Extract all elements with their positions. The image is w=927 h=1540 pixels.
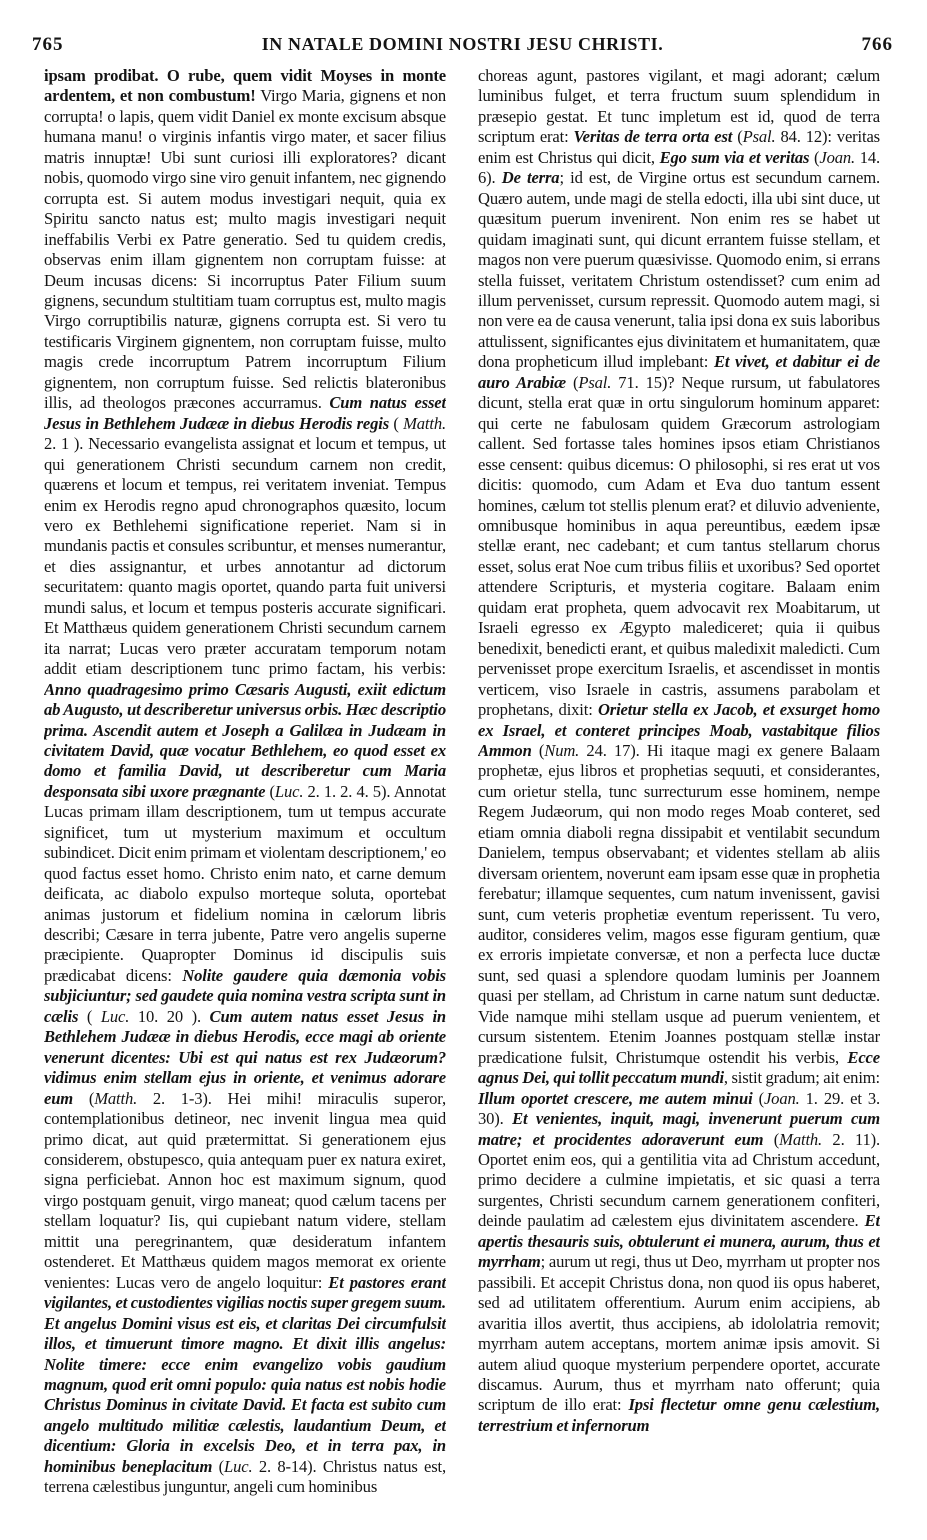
right-column-run: Psal. — [578, 372, 612, 392]
right-column-run: Veritas de terra orta est — [573, 127, 733, 147]
right-column-run: Ipsi flectetur omne genu cælestium, terrestrium et infernorum — [478, 1395, 880, 1435]
right-column-run: choreas agunt, pastores vigilant, et magi adorant; cælum luminibus fulget, et terra fructum suum splendidum in præsepio gestat. Et tunc impletum est id, quod de terra scriptum erat: — [478, 66, 880, 147]
page-header — [32, 30, 893, 58]
left-column-run: Luc. — [274, 781, 304, 801]
left-column-run: Matth. — [403, 413, 446, 433]
right-column-run: Et venientes, inquit, magi, invenerunt puerum cum matre; et procidentes adoraverunt eum — [478, 1109, 880, 1149]
right-column-run: ( — [763, 1129, 780, 1149]
right-column-run: Et apertis thesauris suis, obtulerunt ei munera, aurum, thus et myrrham — [478, 1211, 880, 1272]
left-column-run: 2. 1. 2. 4. 5). Annotat Lucas primam illam descriptionem, tum ut tempus accurate significet, tum ut mysterium maximum et occultum subindicet. Dicit enim primam et violentam descriptionem,' eo quod factus esset homo. Christo enim nato, et carne demum deificata, ac diabolo expulso morteque soluta, oportebat animas justorum et fidelium nomina in cælorum libris describi; Cæsare in terra jubente, Patre vero angelis superne præcipiente. Quapropter Dominus id discipulis suis prædicabat dicens: — [44, 781, 446, 985]
right-column-run: ( — [809, 147, 820, 167]
left-column-run: ( — [78, 1006, 101, 1026]
left-column-run: ( — [73, 1088, 95, 1108]
left-column-run: Cum autem natus esset Jesus in Bethlehem Judææ in diebus Herodis, ecce magi ab oriente venerunt dicentes: Ubi est qui natus est rex Judæorum? vidimus enim stellam ejus in oriente, et venimus adorare eum — [44, 1006, 446, 1108]
left-column-run: Luc. — [100, 1006, 130, 1026]
right-column-run: 1. 29. et 3. 30). — [478, 1088, 880, 1129]
left-column-run: Nolite gaudere quia dæmonia vobis subjiciuntur; sed gaudete quia nomina vestra scripta sunt in cælis — [44, 965, 446, 1026]
left-page-number: 765 — [32, 34, 64, 55]
left-column-run: 10. 20 ). — [129, 1006, 210, 1026]
left-column-run: Luc. — [224, 1456, 253, 1476]
left-column-run: Et pastores erant vigilantes, et custodientes vigilias noctis super gregem suum. Et angelus Domini visus est eis, et claritas Dei circumfulsit illos, et timuerunt timore magno. Et dixit illis angelus: Nolite timere: ecce enim evangelizo vobis gaudium magnum, quod erit omni populo: quia natus est nobis hodie Christus Dominus in civitate David. Et facta est subito cum angelo multitudo militiæ cælestis, laudantium Deum, et dicentium: Gloria in excelsis Deo, et in terra pax, in hominibus beneplacitum — [44, 1272, 446, 1476]
right-column-run: De terra — [501, 168, 560, 188]
left-column-run: ( — [212, 1456, 225, 1476]
left-column-run: Anno quadragesimo primo Cæsaris Augusti, exiit edictum ab Augusto, ut describeretur universus orbis. Hæc descriptio prima. Ascendit autem et Joseph a Galilæa in Judæam in civitatem David, quæ vocatur Bethlehem, eo quod esset ex domo et familia David, ut describeretur cum Maria desponsata sibi uxore prægnante — [44, 679, 446, 801]
right-column-run: 24. 17). Hi itaque magi ex genere Balaam prophetæ, ejus libros et prophetias sequuti, et considerantes, cum orietur stella, tunc surrecturum esse hominem, nempe Regem Judæorum, qui non modo reges Moab conteret, sed etiam omnia diaboli regna dissipabit et ventilabit secundum Danielem, tempus observabant; et videntes stellam ab aliis diversam orientem, noverunt eam ipsam esse quæ in prophetia ferebatur; illamque sequentes, cum natum invenissent, gavisi sunt, cum veteris prophetiæ eventum reperissent. Tu vero, auditor, consideres velim, magos esse figuram gentium, quæ ex erroris impietate conversæ, et non a perfecta luce ductæ sunt, sed quasi a splendore quodam luminis per Joannem quasi per stellam, ad Christum in carne natum sunt deductæ. Vide namque mihi stellam usque ad puerum venientem, et cursum sistentem. Etenim Joannes postquam stellæ instar prædicatione fulsit, Christumque ostendit his verbis, — [478, 740, 880, 1067]
left-column-run: ( — [389, 413, 404, 433]
right-column-run: Joan. — [763, 1088, 800, 1108]
right-column-run: Psal. — [742, 127, 776, 147]
right-column-run: , sistit gradum; ait enim: — [723, 1068, 880, 1088]
left-column-run: ( — [265, 781, 275, 801]
right-column-run: ( — [752, 1088, 764, 1108]
right-column-run: Ego sum via et veritas — [659, 147, 810, 167]
right-column-run: Illum oportet crescere, me autem minui — [478, 1088, 753, 1108]
left-column-run: 2. 1-3). Hei mihi! miraculis superor, contemplationibus detineor, nec invenit lingua mea quid primo dicat, aut quid prætermittat. Si generationem ejus considerem, obstupesco, quia antequam puer ex natura exiret, signa perficiebat. Annon hoc est maximum signum, quod virgo postquam genuit, virgo maneat; quod cælum tacens per stellam loquatur? Iis, qui cupiebant natum videre, stellam mittit una peregrinantem, quæ desideratum infantem ostenderet. Et Matthæus quidem magos memorat ex oriente venientes: Lucas vero de angelo loquitur: — [44, 1088, 446, 1292]
right-column-run: Orietur stella ex Jacob, et exsurget homo ex Israel, et conteret principes Moab, vastabitque filios Ammon — [478, 700, 880, 760]
right-column-run: ( — [531, 740, 545, 760]
right-text-column — [478, 66, 880, 1516]
left-column-run: ipsam prodibat. O rube, quem vidit Moyses in monte ardentem, et non combustum! — [44, 66, 446, 106]
right-column-run: ( — [565, 372, 579, 392]
left-text-column — [44, 66, 446, 1516]
right-column-paragraph — [478, 66, 880, 1436]
right-column-run: Num. — [544, 740, 580, 760]
right-column-run: ( — [732, 127, 743, 147]
right-column-run: 14. 6). — [478, 147, 880, 188]
left-column-run: Virgo Maria, gignens et non corrupta! o lapis, quem vidit Daniel ex monte excisum absque humana manu! o virginis infantis virgo mater, et sacer filius matris innuptæ! Ubi sunt curiosi illi exploratores? dicant nobis, quomodo virgo sine viro genuit infantem, nec gignendo corrupta est. Si autem modus investigari nequit, quia ex Spiritu sancto natus est; multo magis investigari nequit ineffabilis Verbi ex Patre generatio. Sed tu quidem credis, observas enim illam gignentem non corruptam fuisse: at Deum incusas dicens: Si incorruptus Pater Filium suum gignens, secundum stultitiam tuam corruptus est, multo magis Virgo corruptibilis naturæ, gignens corrupta est. Si vero tu testificaris Virginem gignentem, non corruptam fuisse, multo magis crede incorruptum Patrem incorruptum Filium gignentem, non corruptum fuisse. Sed relictis blateronibus illis, ad theologos præcones accurramus. — [44, 86, 446, 413]
right-page-number: 766 — [861, 34, 893, 55]
left-column-run: 2. 8-14). Christus natus est, terrena cælestibus junguntur, angeli cum hominibus — [44, 1456, 446, 1497]
right-column-run: 71. 15)? Neque rursum, ut fabulatores dicunt, stella erat quæ in ortu singulorum hominum apparet: qui certe ne fabulosam quidem Græcorum astrologiam callent. Sed fortasse tales homines ipsos etiam Christianos esse censent: quibus dicemus: O philosophi, si res erat ut vos dicitis: quomodo, cum Adam et Eva duo tantum essent homines, cælum tot stellis plenum erat? et diluvio adveniente, omnibusque hominibus in aqua pereuntibus, eædem ipsæ stellæ erant, nec cadebant; et cum tantus stellarum chorus esset, solus erat Noe cum tribus filiis et uxoribus? Sed oportet attendere Scripturis, et mysteria cogitare. Balaam enim quidam erat propheta, quem advocavit rex Moabitarum, ut Israeli egresso ex Ægypto malediceret; quia ii quibus benedixit, benedicti erant, et quibus maledixit maledicti. Cum pervenisset prope exercitum Israelis, et ascendisset in montis verticem, viso Israele in castris, assumens parabolam et prophetans, dixit: — [478, 372, 880, 720]
left-column-run: Matth. — [94, 1088, 138, 1108]
left-column-paragraph — [44, 66, 446, 1498]
left-column-run: 2. 1 ). Necessario evangelista assignat et locum et tempus, ut qui generationem Christi secundum carnem non credit, quærens et locum et tempus, rei veritatem inveniat. Tempus enim ex Herodis regno apud chronographos quæsito, locum vero ex Bethlehemi significatione reperiet. Nam si in mundanis pactis et consules scribuntur, et menses numerantur, et dies assignantur, et urbes annotantur ad dictorum securitatem: quanto magis oportet, quando parta fuit universi mundi salus, et locum et tempus posteris accurate significari. Et Matthæus quidem generationem Christi secundum carnem ita narrat; Lucas vero præter accuratam temporum notam addit etiam descriptionem tunc primo factam, his verbis: — [44, 434, 446, 679]
right-column-run: Et vivet, et dabitur ei de auro Arabiæ — [478, 352, 880, 392]
right-column-run: 84. 12): veritas enim est Christus qui dicit, — [478, 127, 880, 167]
right-column-run: Joan. — [819, 147, 856, 167]
right-column-run: ; aurum ut regi, thus ut Deo, myrrham ut propter nos passibili. Et accepit Christus dona, non quod iis opus haberet, sed ad utilitatem offerentium. Aurum enim accipiens, ab avaritia illos avertit, thus accipiens, ab idololatria removit; myrrham autem acceptans, mortem animæ ipsis amovit. Si autem aliud quoque mysterium perpendere oportet, accurate discamus. Aurum, thus et myrrham nato offerunt; quia scriptum de illo erat: — [478, 1252, 880, 1415]
right-column-run: Matth. — [779, 1129, 823, 1149]
left-column-run: Cum natus esset Jesus in Bethlehem Judææ in diebus Herodis regis — [44, 393, 446, 433]
right-column-run: Ecce agnus Dei, qui tollit peccatum mundi — [478, 1047, 880, 1088]
right-column-run: 2. 11). Oportet enim eos, qui a gentilitia vita ad Christum accedunt, primo decidere a culmine impietatis, et sic quasi a terra surgentes, Christi secundum carnem generationem confiteri, deinde paulatim ad cælestem ejus divinitatem ascendere. — [478, 1129, 880, 1231]
right-column-run: ; id est, de Virgine ortus est secundum carnem. Quæro autem, unde magi de stella edocti, illa ubi sint duce, ut quæsitum puerum invenirent. Non enim res se habet ut quidam imaginati sunt, qui dicunt errantem fuisse stellam, et magos non vere puerum quæsivisse. Quomodo enim, si errans stella fuisset, veritatem Christum ostendisset? cum enim ad illum pervenisset, cursum repressit. Quomodo autem magi, si non vere ea de causa venerunt, talia ipsi dona ex suis laboribus attulissent, significantes ejus divinitatem et humanitatem, quæ dona propheticum illud implebant: — [478, 168, 880, 372]
running-title: IN NATALE DOMINI NOSTRI JESU CHRISTI. — [261, 34, 664, 54]
